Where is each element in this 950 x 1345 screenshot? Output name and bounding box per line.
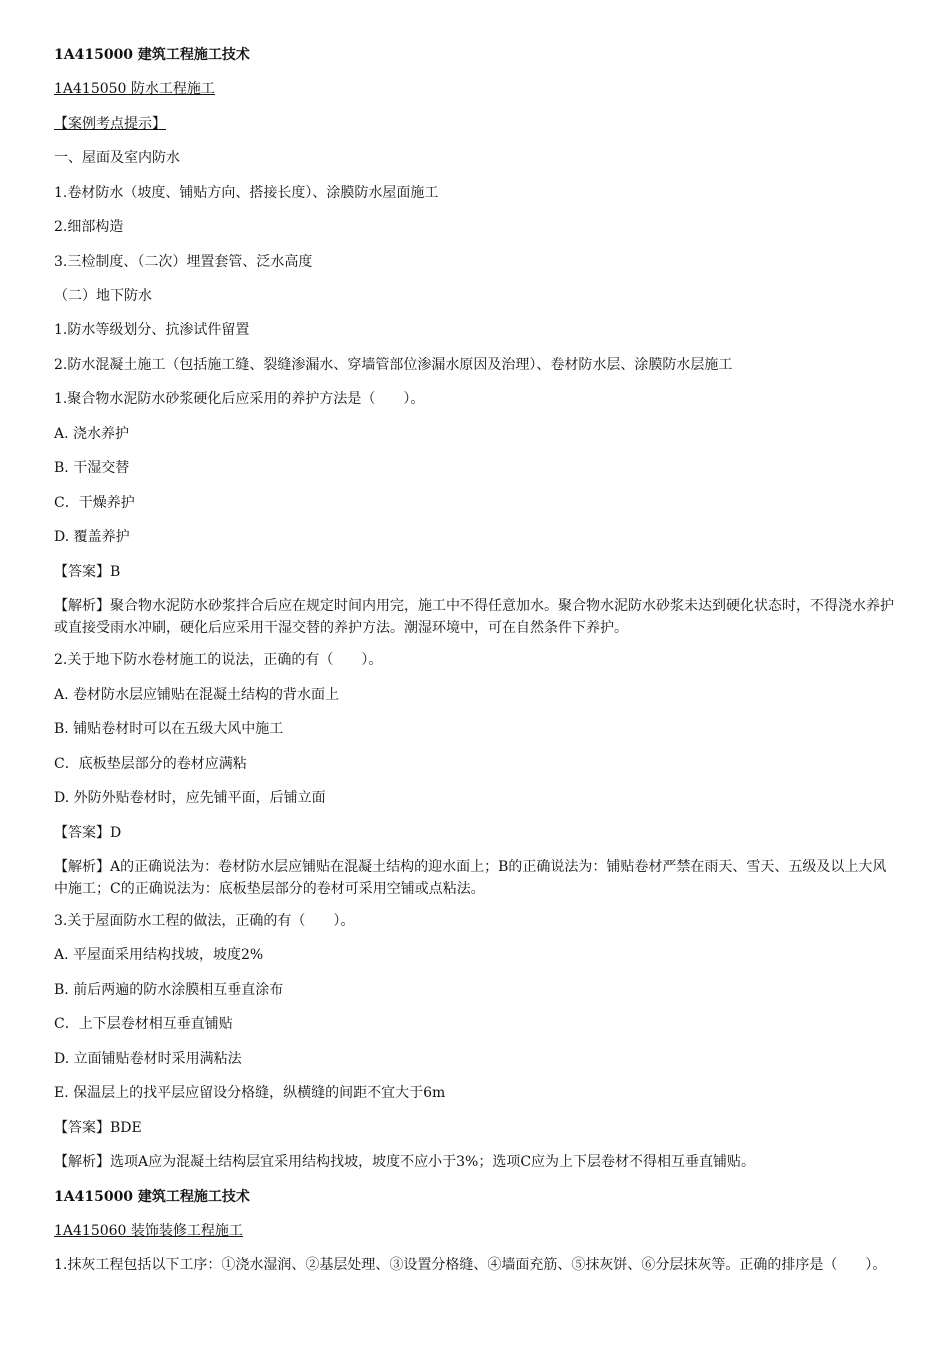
explanation: 【解析】选项A应为混凝土结构层宜采用结构找坡，坡度不应小于3%；选项C应为上下层卷材不得相互垂直铺贴。: [54, 1154, 756, 1170]
point-text: 2.细部构造: [54, 219, 124, 235]
option-c: C．上下层卷材相互垂直铺贴: [54, 1016, 233, 1032]
point-text: 1.防水等级划分、抗渗试件留置: [54, 322, 250, 338]
subsection-underground: （二）地下防水: [54, 288, 152, 304]
option-d: D. 外防外贴卷材时，应先铺平面，后铺立面: [54, 790, 326, 806]
option-c: C．干燥养护: [54, 495, 135, 511]
option-d: D. 覆盖养护: [54, 529, 130, 545]
chapter-heading: 1A415000 建筑工程施工技术: [54, 1189, 250, 1205]
option-a: A. 平屋面采用结构找坡，坡度2%: [54, 947, 264, 963]
chapter-heading: 1A415000 建筑工程施工技术: [54, 47, 250, 63]
section-heading: 1A415060 装饰装修工程施工: [54, 1223, 243, 1239]
case-points-title: 【案例考点提示】: [54, 116, 166, 132]
point-text: 2.防水混凝土施工（包括施工缝、裂缝渗漏水、穿墙管部位渗漏水原因及治理）、卷材防水层、涂膜防水层施工: [54, 357, 733, 373]
explanation: 【解析】A的正确说法为：卷材防水层应铺贴在混凝土结构的迎水面上；B的正确说法为：铺贴卷材严禁在雨天、雪天、五级及以上大风中施工；C的正确说法为：底板垫层部分的卷材可采用空铺或点粘法。: [54, 859, 887, 897]
question-3: 3.关于屋面防水工程的做法，正确的有（ ）。: [54, 913, 355, 929]
subsection-roof-indoor: 一、屋面及室内防水: [54, 150, 180, 166]
section-heading: 1A415050 防水工程施工: [54, 81, 215, 97]
option-b: B. 前后两遍的防水涂膜相互垂直涂布: [54, 982, 284, 998]
point-text: 3.三检制度、（二次）埋置套管、泛水高度: [54, 254, 313, 270]
answer: 【答案】BDE: [54, 1120, 142, 1136]
option-d: D. 立面铺贴卷材时采用满粘法: [54, 1051, 242, 1067]
option-e: E. 保温层上的找平层应留设分格缝，纵横缝的间距不宜大于6m: [54, 1085, 446, 1101]
option-a: A. 卷材防水层应铺贴在混凝土结构的背水面上: [54, 687, 340, 703]
question-2: 2.关于地下防水卷材施工的说法，正确的有（ ）。: [54, 652, 383, 668]
point-text: 1.卷材防水（坡度、铺贴方向、搭接长度）、涂膜防水屋面施工: [54, 185, 439, 201]
option-b: B. 干湿交替: [54, 460, 130, 476]
question-4: 1.抹灰工程包括以下工序：①浇水湿润、②基层处理、③设置分格缝、④墙面充筋、⑤抹灰饼、⑥分层抹灰等。正确的排序是（ ）。: [54, 1257, 887, 1273]
option-b: B. 铺贴卷材时可以在五级大风中施工: [54, 721, 284, 737]
answer: 【答案】D: [54, 825, 122, 841]
answer: 【答案】B: [54, 564, 121, 580]
explanation: 【解析】聚合物水泥防水砂浆拌合后应在规定时间内用完，施工中不得任意加水。聚合物水泥防水砂浆未达到硬化状态时，不得浇水养护或直接受雨水冲刷，硬化后应采用干湿交替的养护方法。潮湿环境中，可在自然条件下养护。: [54, 598, 894, 636]
option-c: C．底板垫层部分的卷材应满粘: [54, 756, 247, 772]
option-a: A. 浇水养护: [54, 426, 130, 442]
question-1: 1.聚合物水泥防水砂浆硬化后应采用的养护方法是（ ）。: [54, 391, 425, 407]
